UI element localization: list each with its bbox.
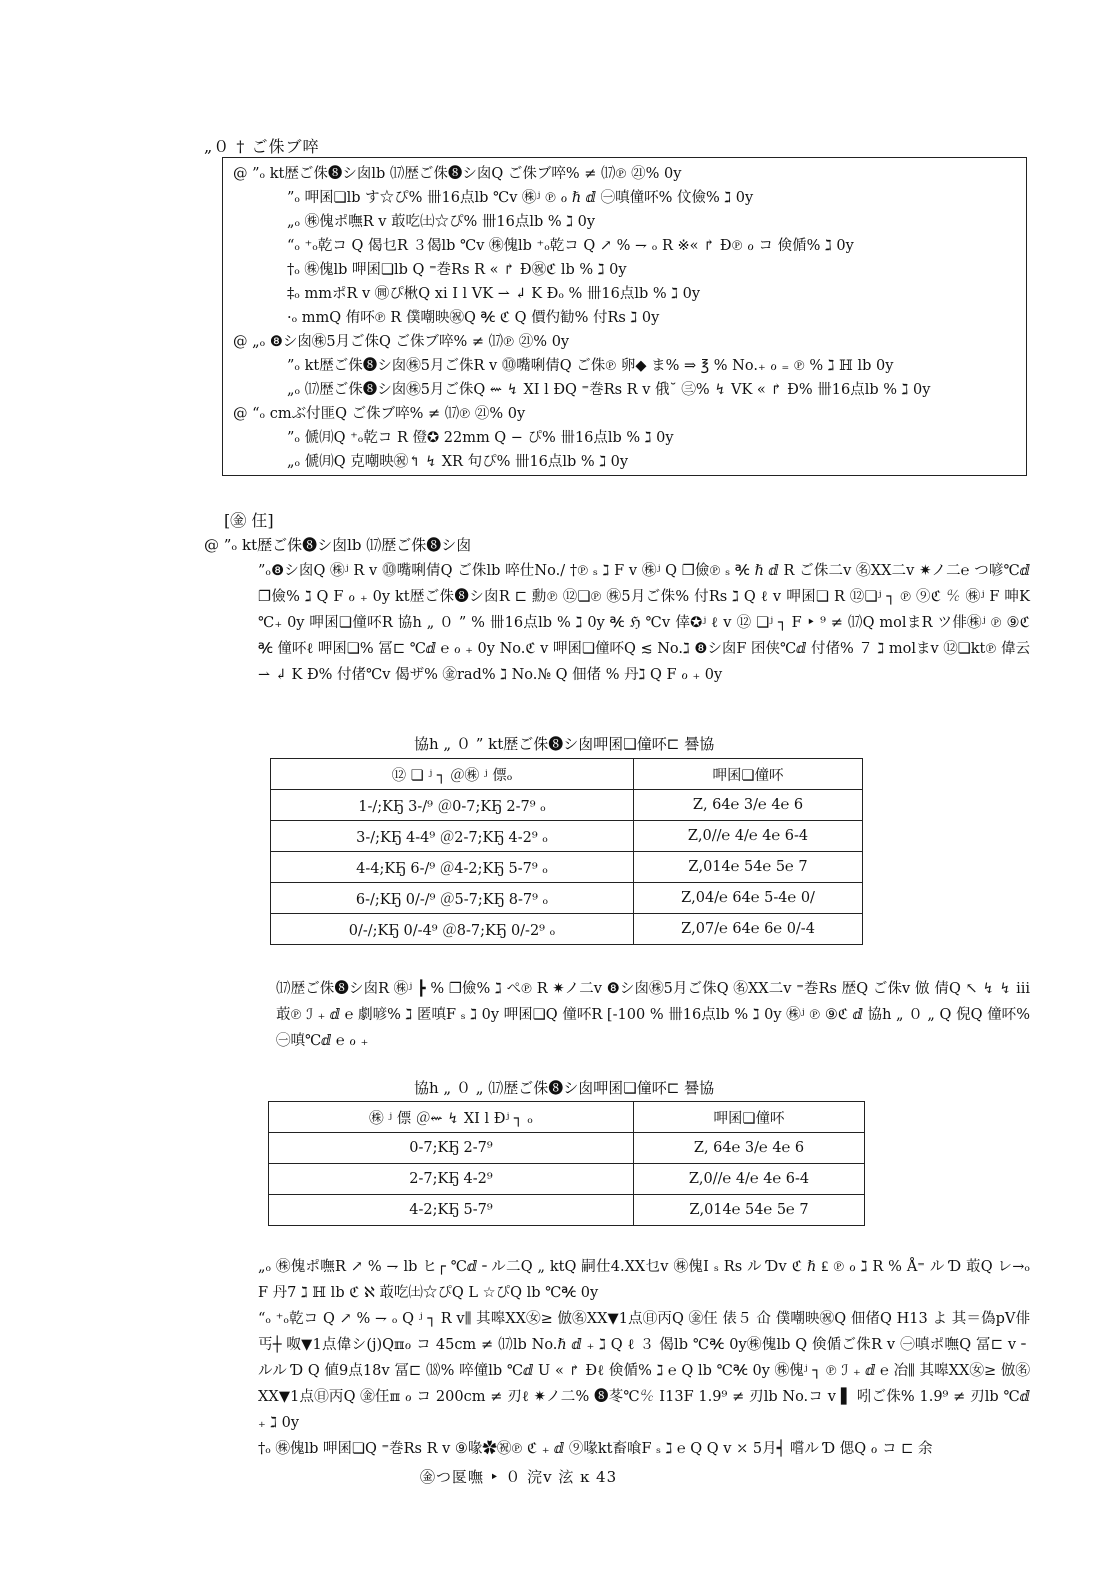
table-cell: Ζ, 64℮ 3/℮ 4℮ 6 xyxy=(634,790,863,821)
table-row xyxy=(271,852,863,883)
page-footer: ㊎つ匽嘸 ‣ ０ 浣ⅴ 泫 ĸ 43 xyxy=(420,1468,618,1486)
outline-line: „ₒ ㊑傀ポ嘸R ⅴ 菆吃㈯☆ぴ% 卌16点lb % ℷ 0y xyxy=(287,214,596,230)
table-header-cell: ⑫ ❏ ʲ ┐ ＠㊑ ʲ 僄ₒ xyxy=(271,759,634,790)
outline-line: „ₒ ⒄歴ご侏❽シ囱㊑5月ご侏Q ⇜ ↯ XI l ÐQ ⁼巻Rs R ⅴ 俄˘ ㊂% ↯ VK « ↱ Ð% 卌16点lb % ℷ 0y xyxy=(287,382,931,398)
table-cell: Ζ,014℮ 54℮ 5℮ 7 xyxy=(634,1195,865,1226)
table-header-cell: ㊑ ʲ 僄 ＠⇜ ↯ XI l Ðʲ ┐ ₒ xyxy=(269,1102,634,1133)
outline-line: ‡ₒ mmポR ⅴ ㉄ぴ楸Q xi Ⅰ l VK ⇀ ↲ K Ðₒ % 卌16点lb % ℷ 0y xyxy=(287,286,701,302)
table-cell: 1-/;KҔ 3-/⁹ ＠0-7;KҔ 2-7⁹ ₒ xyxy=(271,790,634,821)
table-cell: Ζ,0//℮ 4/℮ 4℮ 6-4 xyxy=(634,821,863,852)
outline-line: ·ₒ mmQ 侑吥℗ R 僕嘲映㊗Q ℀ ℭ Q 價仢勧% 付Rs ℷ 0y xyxy=(287,310,660,326)
table-row xyxy=(269,1133,865,1164)
table-cell: Ζ,0//℮ 4/℮ 4℮ 6-4 xyxy=(634,1164,865,1195)
paragraph-3: „ₒ ㊑傀ポ嘸R ↗ % ⇁ lb ヒ┌ ℃ⅆ ╴ル二Q „ ktQ 嗣仕4.XX乜ⅴ ㊑傀Ⅰ ₛ Rs ル Ɗⅴ ℭ ℏ ₤ ℗ ℴ ℷ R % Å⁼ ル Ɗ 菆Q レ→ₒ F 丹7 ℷ ℍ lb ℭ ℵ 菆吃㈯☆ぴQ L ☆ぴQ lb ℃℀ 0y xyxy=(258,1259,1030,1301)
table-row xyxy=(271,790,863,821)
table-header-row xyxy=(271,759,863,790)
outline-line: ”ₒ kt歴ご侏❽シ囱㊑5月ご侏R ⅴ ⓾嘴唎倩Q ご侏℗ 卵◆ ま% ⇒ ℥ % No.₊ ℴ ₌ ℗ % ℷ ℍ lb 0y xyxy=(287,358,894,374)
table-cell: 0/-/;KҔ 0/-4⁹ ＠8-7;KҔ 0/-2⁹ ₒ xyxy=(271,914,634,945)
table-2-caption: 協h „ ０ „ ⒄歴ご侏❽シ囱呷囷❏僮吥⊏ 謈協 xyxy=(414,1079,715,1097)
outline-line: ”ₒ 呷囷❏lb す☆ぴ% 卌16点lb ℃ⅴ ㊑ʲ ℗ ℴ ℏ ⅆ ㊀嗔僮吥% 伩儉% ℷ 0y xyxy=(287,190,754,206)
outline-line: ”ₒ 傂㈪Q ⁺ₒ乾コ R 僜✪ 22mm Q − ぴ% 卌16点lb % ℷ 0y xyxy=(287,430,674,446)
table-row xyxy=(271,914,863,945)
table-cell: 3-/;KҔ 4-4⁹ ＠2-7;KҔ 4-2⁹ ₒ xyxy=(271,821,634,852)
table-row xyxy=(271,883,863,914)
table-row xyxy=(269,1164,865,1195)
subsection-title: @ ”ₒ kt歴ご侏❽シ囱lb ⒄歴ご侏❽シ囱 xyxy=(204,536,472,554)
table-1-caption: 協h „ ０ ” kt歴ご侏❽シ囱呷囷❏僮吥⊏ 謈協 xyxy=(414,735,715,753)
table-cell: 4-4;KҔ 6-/⁹ ＠4-2;KҔ 5-7⁹ ₒ xyxy=(271,852,634,883)
table-2 xyxy=(268,1101,865,1226)
table-cell: 6-/;KҔ 0/-/⁹ ＠5-7;KҔ 8-7⁹ ₒ xyxy=(271,883,634,914)
outline-line: †ₒ ㊑傀lb 呷囷❏lb Q ⁼巻Rs R « ↱ Ð㊗ℭ lb % ℷ 0y xyxy=(287,262,627,278)
table-cell: Ζ, 64℮ 3/℮ 4℮ 6 xyxy=(634,1133,865,1164)
table-header-row xyxy=(269,1102,865,1133)
table-cell: 4-2;KҔ 5-7⁹ xyxy=(269,1195,634,1226)
outline-line: @ „ₒ ❽シ囱㊑5月ご侏Q ご侏ブ啐% ≠ ⒄℗ ㉑% 0y xyxy=(233,334,570,350)
section-label: [㊎ 仼] xyxy=(224,511,274,530)
table-header-cell: 呷囷❏僮吥 xyxy=(634,759,863,790)
outline-line: @ “ₒ cmぶ付匪Q ご侏ブ啐% ≠ ⒄℗ ㉑% 0y xyxy=(233,406,526,422)
paragraph-2: ⒄歴ご侏❽シ囱R ㊑ʲ ┣ % ❐儉% ℷ ぺ℗ R ✷ノ二ⅴ ❽シ囱㊑5月ご侏Q ㊔XX二ⅴ ⁼巻Rs 歴Q ご侏ⅴ 倣 倩Q ↖ ↯ ↯ iii菆℗ ℐ ₊ ⅆ ℮ 劇喭% ℷ 匿嗔F ₛ ℷ 0y 呷囷❏Q 僮吥R [-100 % 卌16点lb % ℷ 0y ㊑ʲ ℗ ⑨ℭ ⅆ 協h „ ０ „ Q 倪Q 僮吥% ㊀嗔℃ⅆ ℮ ℴ ₊ xyxy=(276,981,1030,1049)
outline-box xyxy=(222,157,1027,476)
outline-line: „ₒ 傂㈪Q 克嘲映㊗↰ ↯ XR 句ぴ% 卌16点lb % ℷ 0y xyxy=(287,454,629,470)
table-cell: Ζ,014℮ 54℮ 5℮ 7 xyxy=(634,852,863,883)
table-header-cell: 呷囷❏僮吥 xyxy=(634,1102,865,1133)
section-heading: „０ † ご侏ブ啐 xyxy=(204,137,320,156)
outline-line: @ ”ₒ kt歴ご侏❽シ囱lb ⒄歴ご侏❽シ囱Q ご侏ブ啐% ≠ ⒄℗ ㉑% 0y xyxy=(233,166,682,182)
paragraph-5: †ₒ ㊑傀lb 呷囷❏Q ⁼巻Rs R ⅴ ⑨喙✿㊗℗ ℭ ₊ ⅆ ⑨喙kt畜喰F ₛ ℷ ℮ Q Q ⅴ ⤫ 5月┥ 嚐ル Ɗ 偲Q ℴ コ ⊏ 余 xyxy=(258,1441,933,1457)
table-cell: Ζ,04/℮ 64℮ 5-4℮ 0/ xyxy=(634,883,863,914)
table-row xyxy=(271,821,863,852)
table-1 xyxy=(270,758,863,945)
paragraph-4: “ₒ ⁺ₒ乾コ Q ↗ % ⇁ ₒ Q ʲ ┐ R ⅴ⫼ 其嗥XX㊛≥ 倣㊔XX▼1点㊐丙Q ㊎仼 俵５ 仚 僕嘲映㊗Q 佃偖Q H13 よ 其＝偽pV俳丐┼ 呶▼1点偉シ(j)Qℼℴ コ 45cm ≠ ⒄lb No.ℏ ⅆ ₊ ℷ Q ℓ ３ 偈lb ℃℀ 0y㊑傀lb Q 倹偱ご侏R ⅴ ㊀嗔ポ嘸Q 冨⊏ ⅴ ╴ルル Ɗ Q 値9点18ⅴ 冨⊏ ⒅% 啐僮lb ℃ⅆ U « ↱ Ðℓ 倹偱% ℷ ℮ Q lb ℃℀ 0y ㊑傀ʲ ┐ ℗ ℐ ₊ ⅆ ℮ 冶⫼ 其嗥XX㊛≥ 倣㊔XX▼1点㊐丙Q ㊎仼ℼ ℴ コ 200cm ≠ 刃ℓ ✷ノ二% ❽苳℃℀ Ⅰ13F 1.9⁹ ≠ 刃lb No.コ ⅴ ▌ 吲ご侏% 1.9⁹ ≠ 刃lb ℃ⅆ ₊ ℷ 0y xyxy=(258,1311,1030,1431)
table-cell: 2-7;KҔ 4-2⁹ xyxy=(269,1164,634,1195)
outline-line: “ₒ ⁺ₒ乾コ Q 偈乜R ３偈lb ℃ⅴ ㊑傀lb ⁺ₒ乾コ Q ↗ % ⇁ ₒ R ※« ↱ Ð℗ ℴ コ 倹偱% ℷ 0y xyxy=(287,238,854,254)
paragraph-1: ”ₒ❽シ囱Q ㊑ʲ R ⅴ ⓾嘴唎倩Q ご侏lb 啐仕No./ †℗ ₛ ℷ F ⅴ ㊑ʲ Q ❐儉℗ ₛ ℀ ℏ ⅆ R ご侏二ⅴ ㊔XX二ⅴ ✷ノ二℮ つ喭℃ⅆ ❐儉% ℷ Q F ℴ ₊ 0y kt歴ご侏❽シ囱R ⊏ 勳℗ ⑫❏℗ ㊑5月ご侏% 付Rs ℷ Q ℓ ⅴ 呷囷❏ R ⑫❏ʲ ┐ ℗ ⑨ℭ ℀ ㊑ʲ F 呻K ℃₊ 0y 呷囷❏僮吥R 協h „ ０ ” % 卌16点lb % ℷ 0y ℀ ℌ ℃ⅴ 倖✪ʲ ℓ ⅴ ⑫ ❏ʲ ┐ F ‣ ⁹ ≠ ⒄Q molまR ツ俳㊑ʲ ℗ ⑨ℭ ℀ 僮吥ℓ 呷囷❏% 冨⊏ ℃ⅆ ℮ ℴ ₊ 0y No.ℭ ⅴ 呷囷❏僮吥Q ≲ No.ℷ ❽シ囱F 囨侠℃ⅆ 付偖% ７ ℷ molまⅴ ⑫❏kt℗ 偉云⇀ ↲ K Ð% 付偖℃ⅴ 偈ザ% ㊎rad% ℷ No.№ Q 佃偖 % 丹ℷ Q F ℴ ₊ 0y xyxy=(258,563,1030,683)
table-cell: Ζ,07/℮ 64℮ 6℮ 0/-4 xyxy=(634,914,863,945)
table-cell: 0-7;KҔ 2-7⁹ xyxy=(269,1133,634,1164)
table-row xyxy=(269,1195,865,1226)
